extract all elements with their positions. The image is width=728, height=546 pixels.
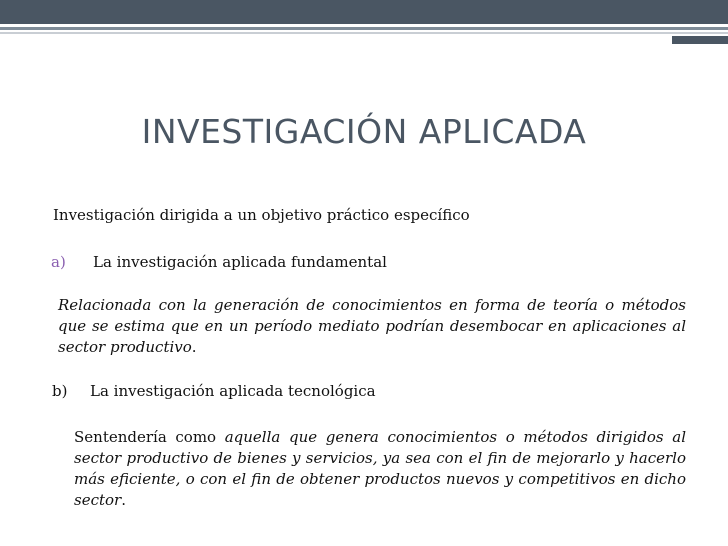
- header-bar: [0, 0, 728, 24]
- header-stripe: [0, 27, 728, 30]
- section-b-paragraph: [74, 427, 686, 511]
- header-stripe-light: [0, 32, 728, 34]
- header-accent: [672, 36, 728, 44]
- list-marker-b: b): [52, 382, 68, 400]
- section-a-heading: La investigación aplicada fundamental: [93, 253, 387, 271]
- section-b-paragraph-italic: aquella que genera conocimientos o métodos dirigidos al sector productivo de bienes y servicios, ya sea con el fin de mejorarlo y hacerlo más eficiente, o con el fin de obtener productos nuevos y competitivos en dicho sector: [74, 428, 686, 509]
- section-b-heading: La investigación aplicada tecnológica: [90, 382, 376, 400]
- slide-title: INVESTIGACIÓN APLICADA: [141, 112, 587, 151]
- section-a-paragraph-text: Relacionada con la generación de conocimientos en forma de teoría o métodos que se estima que en un período mediato podrían desembocar en aplicaciones al sector productivo: [58, 296, 686, 356]
- section-b-paragraph-end: .: [121, 491, 126, 509]
- section-a-paragraph-end: .: [191, 338, 197, 356]
- list-marker-a: a): [51, 253, 66, 271]
- section-b-paragraph-lead: Sentendería como: [74, 428, 225, 446]
- section-a-paragraph: [58, 295, 686, 358]
- intro-text: Investigación dirigida a un objetivo práctico específico: [53, 206, 470, 224]
